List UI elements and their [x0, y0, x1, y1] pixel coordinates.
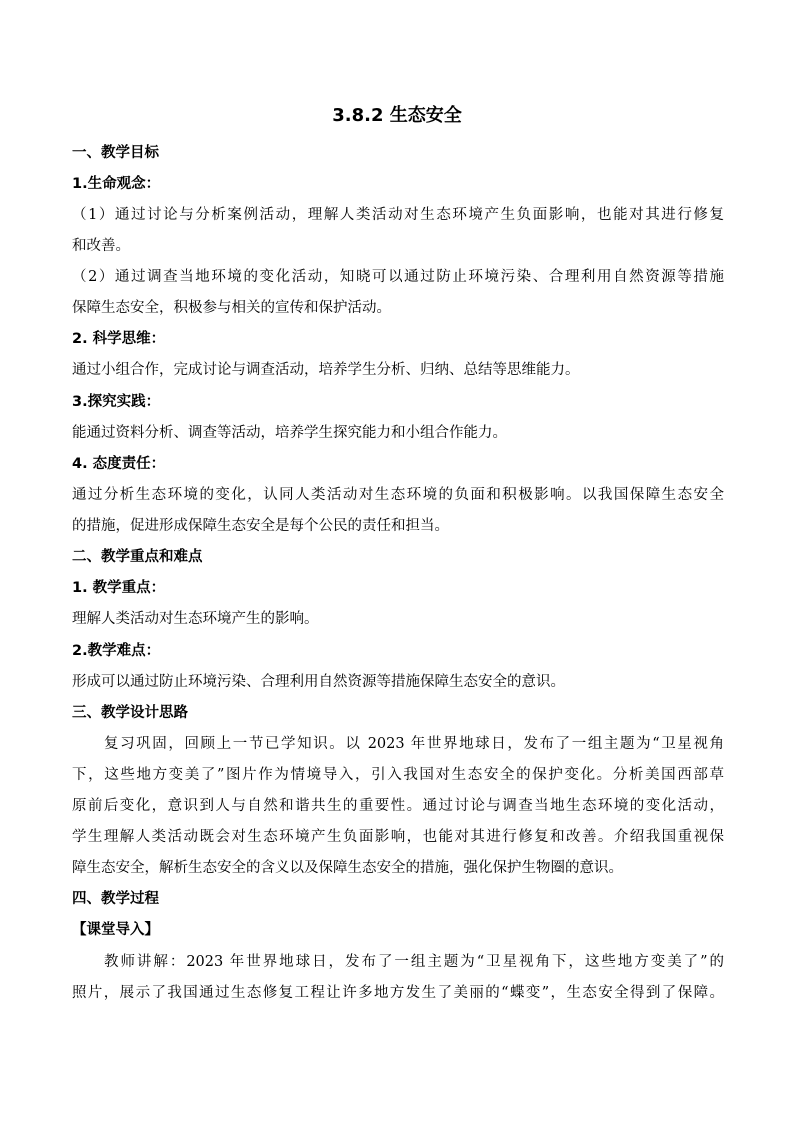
subheading-class-intro: 【课堂导入】	[72, 922, 159, 938]
subheading-life-concept: 1.生命观念：	[72, 176, 161, 192]
paragraph-line: （2）通过调查当地环境的变化活动，知晓可以通过防止环境污染、合理利用自然资源等措施	[72, 269, 724, 285]
paragraph-line: 形成可以通过防止环境污染、合理利用自然资源等措施保障生态安全的意识。	[72, 674, 565, 690]
subheading-scientific-thinking: 2. 科学思维：	[72, 331, 166, 347]
paragraph-line: 障生态安全，解析生态安全的含义以及保障生态安全的措施，强化保护生物圈的意识。	[72, 860, 623, 876]
section-heading-design: 三、教学设计思路	[72, 705, 188, 721]
paragraph-line: （1）通过讨论与分析案例活动，理解人类活动对生态环境产生负面影响，也能对其进行修复	[72, 207, 724, 223]
subheading-key-point: 1. 教学重点：	[72, 580, 166, 596]
section-heading-keypoints: 二、教学重点和难点	[72, 549, 203, 565]
paragraph-line: 通过小组合作，完成讨论与调查活动，培养学生分析、归纳、总结等思维能力。	[72, 362, 580, 378]
paragraph-line: 教师讲解：2023 年世界地球日，发布了一组主题为“卫星视角下，这些地方变美了”的	[104, 954, 724, 970]
subheading-difficult-point: 2.教学难点：	[72, 643, 161, 659]
paragraph-line: 的措施，促进形成保障生态安全是每个公民的责任和担当。	[72, 518, 449, 534]
subheading-attitude-responsibility: 4. 态度责任：	[72, 456, 166, 472]
page-title: 3.8.2 生态安全	[332, 105, 462, 126]
paragraph-line: 复习巩固，回顾上一节已学知识。以 2023 年世界地球日，发布了一组主题为“卫星视角	[104, 736, 724, 752]
paragraph-line: 下，这些地方变美了”图片作为情境导入，引入我国对生态安全的保护变化。分析美国西部草	[72, 767, 724, 783]
paragraph-line: 能通过资料分析、调查等活动，培养学生探究能力和小组合作能力。	[72, 425, 507, 441]
paragraph-line: 原前后变化，意识到人与自然和谐共生的重要性。通过讨论与调查当地生态环境的变化活动，	[72, 798, 724, 814]
paragraph-line: 理解人类活动对生态环境产生的影响。	[72, 611, 319, 627]
subheading-inquiry-practice: 3.探究实践：	[72, 394, 161, 410]
section-heading-goals: 一、教学目标	[72, 145, 159, 161]
paragraph-line: 保障生态安全，积极参与相关的宣传和保护活动。	[72, 300, 391, 316]
paragraph-line: 和改善。	[72, 238, 130, 254]
paragraph-line: 学生理解人类活动既会对生态环境产生负面影响，也能对其进行修复和改善。介绍我国重视保	[72, 829, 724, 845]
paragraph-line: 照片，展示了我国通过生态修复工程让许多地方发生了美丽的“蝶变”，生态安全得到了保障。	[72, 985, 724, 1001]
section-heading-process: 四、教学过程	[72, 891, 159, 907]
paragraph-line: 通过分析生态环境的变化，认同人类活动对生态环境的负面和积极影响。以我国保障生态安全	[72, 487, 724, 503]
